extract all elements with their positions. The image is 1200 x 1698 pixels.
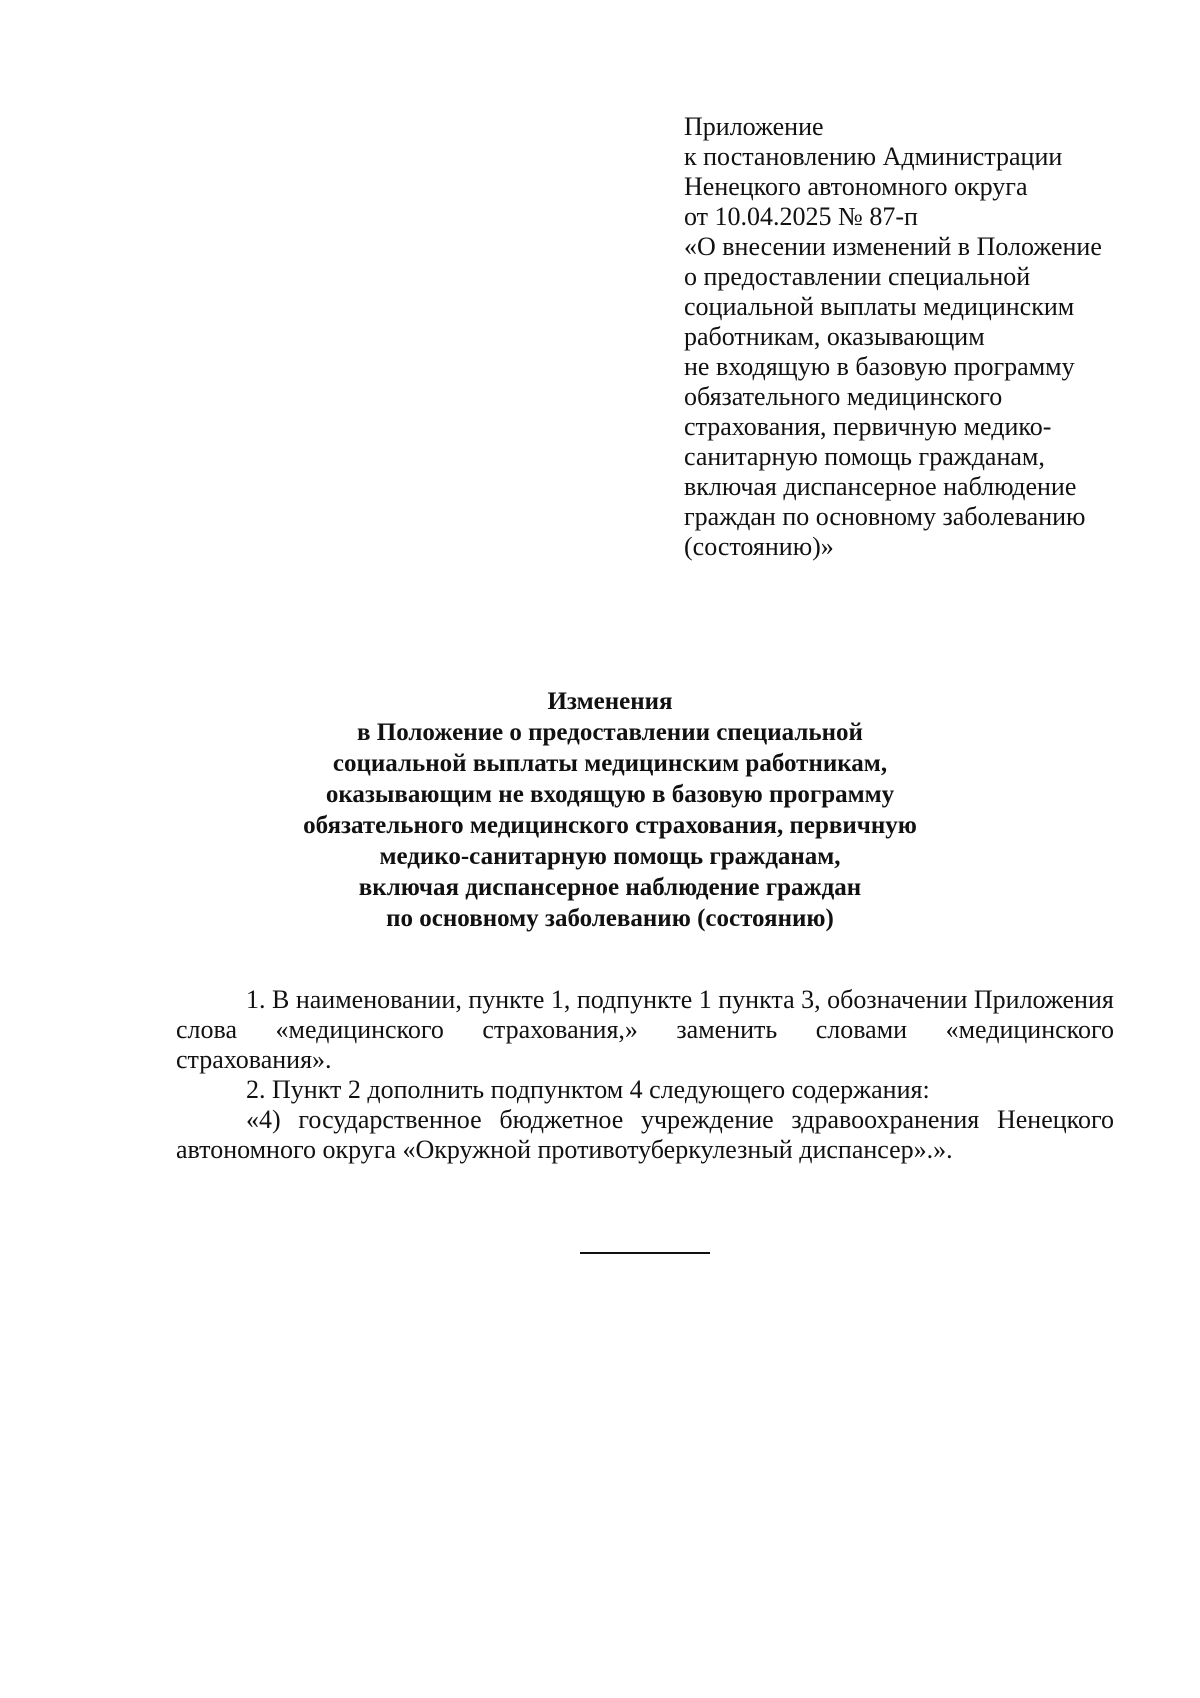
appendix-line: о предоставлении специальной — [684, 262, 1031, 291]
title-line: оказывающим не входящую в базовую программу — [325, 781, 895, 808]
appendix-line: Ненецкого автономного округа — [684, 172, 1028, 201]
appendix-line: «О внесении изменений в Положение — [684, 232, 1102, 261]
item-1-line-2 — [176, 1015, 1114, 1045]
item-1-word: «медицинского — [275, 1015, 444, 1044]
title-line: по основному заболеванию (состоянию) — [386, 905, 834, 932]
paragraph-item-1 — [176, 985, 1114, 1075]
appendix-line: Приложение — [684, 112, 824, 141]
paragraph-item-2: 2. Пункт 2 дополнить подпунктом 4 следующего содержания: — [246, 1075, 930, 1104]
item-1-line-3: страхования». — [176, 1045, 332, 1074]
appendix-line: граждан по основному заболеванию — [684, 502, 1086, 531]
appendix-line: работникам, оказывающим — [684, 322, 985, 351]
title-line: в Положение о предоставлении специальной — [357, 719, 863, 746]
appendix-line: (состоянию)» — [684, 532, 834, 561]
item-1-word: заменить — [676, 1015, 778, 1044]
item-1-line-1: 1. В наименовании, пункте 1, подпункте 1 пункта 3, обозначении Приложения — [246, 985, 1114, 1014]
title-line: Изменения — [547, 688, 673, 715]
item-1-word: слова — [176, 1015, 237, 1044]
title-line: обязательного медицинского страхования, первичную — [303, 812, 917, 839]
appendix-line: санитарную помощь гражданам, — [684, 442, 1045, 471]
title-line: социальной выплаты медицинским работникам, — [332, 750, 888, 777]
appendix-line: социальной выплаты медицинским — [684, 292, 1075, 321]
appendix-line: обязательного медицинского — [684, 382, 1003, 411]
appendix-line: к постановлению Администрации — [684, 142, 1063, 171]
item-1-word: «медицинского — [945, 1015, 1114, 1044]
closing-divider — [580, 1252, 710, 1254]
title-line: включая диспансерное наблюдение граждан — [358, 874, 862, 901]
document-title — [240, 686, 980, 934]
appendix-line: от 10.04.2025 № 87-п — [684, 202, 918, 231]
appendix-line: страхования, первичную медико- — [684, 412, 1052, 441]
appendix-line: не входящую в базовую программу — [684, 352, 1075, 381]
item-1-word: словами — [815, 1015, 908, 1044]
item-1-word: страхования,» — [482, 1015, 638, 1044]
appendix-line: включая диспансерное наблюдение — [684, 472, 1077, 501]
document-body — [176, 985, 1114, 1165]
title-line: медико-санитарную помощь гражданам, — [379, 843, 841, 870]
appendix-header — [684, 112, 1154, 562]
paragraph-item-2-subitem-4: «4) государственное бюджетное учреждение здравоохранения Ненецкого автономного округа «Окружной противотуберкулезный диспансер».». — [176, 1105, 1114, 1164]
